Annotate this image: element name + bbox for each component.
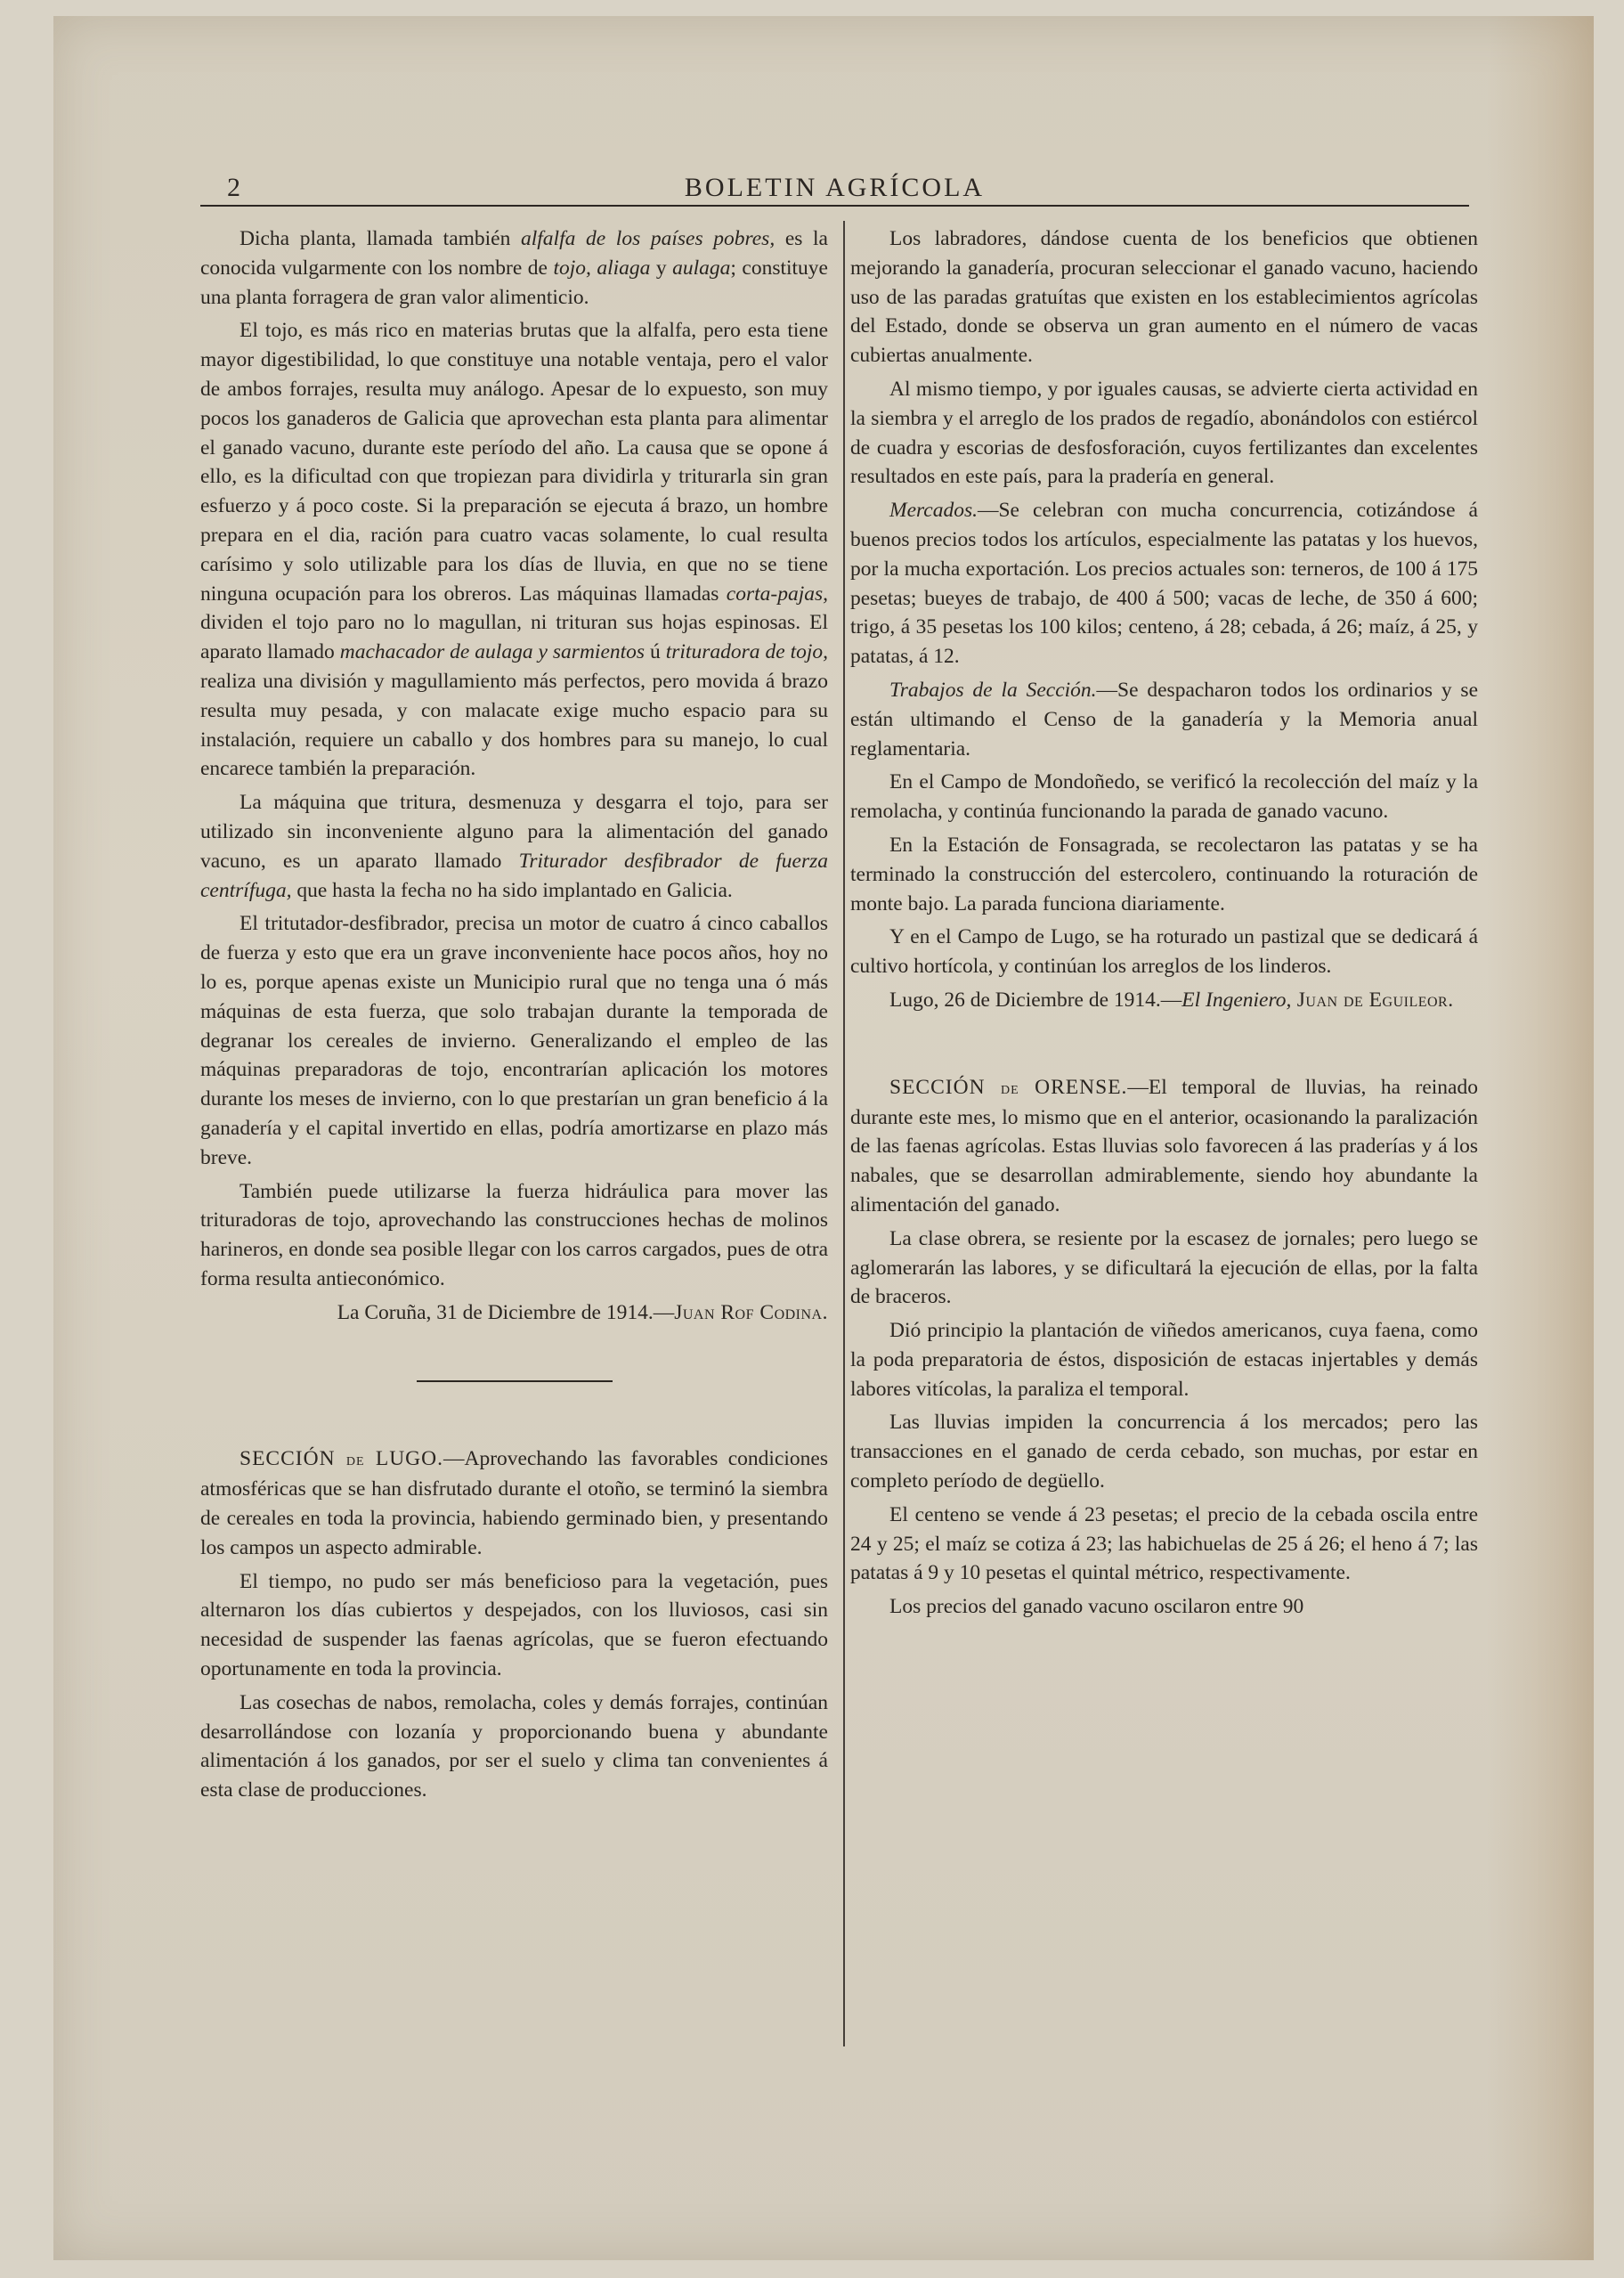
paragraph: También puede utilizarse la fuerza hidráulica para mover las trituradoras de tojo, aprovechando las construcciones hechas de molinos harineros, en donde sea posible llegar con los carros cargados, pues de otra forma resulta antieconómico. [200, 1179, 828, 1290]
heading-part: de [345, 1450, 365, 1470]
text-run: La máquina que tritura, desmenuza y desgarra el tojo, para ser utilizado sin inconveniente alguno para la alimentación del ganado vacuno, es un aparato llamado [200, 791, 828, 873]
paragraph [850, 676, 1478, 763]
section-heading-lugo [240, 1447, 443, 1470]
paragraph: La clase obrera, se resiente por la escasez de jornales; pero luego se aglomerarán las labores, y se dificultará la ejecución de ellas, por la falta de braceros. [850, 1226, 1478, 1309]
running-head: BOLETIN AGRÍCOLA [684, 173, 986, 202]
signature-role: El Ingeniero, [1181, 988, 1292, 1012]
italic-run: Triturador desfibrador de fuerza centrífuga, [200, 849, 829, 902]
text-run: Las máquinas llamadas [511, 582, 727, 606]
paragraph [200, 788, 828, 905]
paragraph: En la Estación de Fonsagrada, se recolectaron las patatas y se ha terminado la construcción del estercolero, continuando la roturación de monte bajo. La parada funciona diariamente. [850, 833, 1478, 915]
page-header [200, 169, 1469, 207]
right-column [850, 224, 1478, 1626]
heading-part: ORENSE. [1019, 1075, 1128, 1099]
text-run: realiza una división y magullamiento más perfectos, pero movida á brazo resulta muy pesada, y con malacate exige mucho espacio para su instalación, requiere un caballo y dos hombres para su manejo, lo cual encarece también la preparación. [200, 669, 828, 781]
text-run: —Se despacharon todos los ordinarios y se están ultimando el Censo de la ganadería y la Memoria anual reglamentaria. [850, 678, 1478, 761]
italic-run: tojo, aliaga [553, 256, 651, 280]
signature-lugo [850, 986, 1478, 1015]
column-rule [843, 221, 845, 2046]
signature-name: Juan de Eguileor. [1291, 988, 1454, 1012]
italic-run: machacador de aulaga y sarmientos [339, 640, 646, 664]
paragraph: El tritutador-desfibrador, precisa un motor de cuatro á cinco caballos de fuerza y esto que era un grave inconveniente hace pocos años, hoy no lo es, porque apenas existe un Municipio rural que no tenga una ó más máquinas de esta fuerza, que solo trabajan durante la temporada de degranar los cereales de invierno. Generalizando el empleo de las máquinas preparadoras de tojo, encontrarían aplicación los motores durante los meses de invierno, con lo que prestarían un gran beneficio á la ganadería y el capital invertido en ellas, podría amortizarse en plazo más breve. [200, 912, 828, 1169]
section-orense-paragraph [850, 1073, 1478, 1220]
paragraph: Las cosechas de nabos, remolacha, coles y demás forrajes, continúan desarrollándose con lozanía y proporcionando buena y abundante alimentación á los ganados, por ser el suelo y clima tan convenientes á esta clase de producciones. [200, 1690, 828, 1802]
paragraph: El centeno se vende á 23 pesetas; el precio de la cebada oscila entre 24 y 25; el maíz se cotiza á 23; las habichuelas de 25 á 26; el heno á 7; las patatas á 9 y 10 pesetas el quintal métrico, respectivamente. [850, 1502, 1478, 1585]
paragraph [200, 224, 828, 312]
paragraph: En el Campo de Mondoñedo, se verificó la recolección del maíz y la remolacha, y continúa funcionando la parada de ganado vacuno. [850, 770, 1478, 824]
text-run: El tojo, es más rico en materias brutas que la alfalfa, pero esta tiene mayor digestibilidad, lo que constituye una notable ventaja, pero el valor de ambos forrajes, resulta muy análogo. Apesar de lo expuesto, son muy pocos los ganaderos de Galicia que aprovechan esta planta para alimentar el ganado vacuno, durante este período del año. La causa que se opone á ello, es la dificultad con que tropiezan para dividirla y triturarla sin gran esfuerzo y á poco coste. Si la preparación se ejecuta á brazo, un hombre prepara en el dia, ración para cuatro vacas solamente, lo cual resulta carísimo y solo utilizable para los días de lluvia, en que no se tiene ninguna ocupación para los obreros. [200, 319, 828, 606]
paragraph: Los precios del ganado vacuno oscilaron entre 90 [889, 1595, 1304, 1619]
paper-stain [1487, 16, 1594, 2260]
italic-run: aulaga [672, 256, 731, 280]
section-gap [850, 1020, 1478, 1073]
heading-part: de [1001, 1078, 1019, 1098]
text-run: y [650, 256, 673, 280]
left-column [200, 224, 828, 1810]
signature-place: Lugo, 26 de Diciembre de 1914.— [889, 988, 1182, 1012]
text-run: que hasta la fecha no ha sido implantado en Galicia. [291, 878, 733, 902]
paragraph: Los labradores, dándose cuenta de los beneficios que obtienen mejorando la ganadería, procuran seleccionar el ganado vacuno, haciendo uso de las paradas gratuítas que existen en los establecimientos agrícolas del Estado, donde se observa un gran aumento en el número de vacas cubiertas anualmente. [850, 227, 1478, 368]
italic-run: trituradora de tojo, [665, 640, 829, 664]
paragraph: Las lluvias impiden la concurrencia á los mercados; pero las transacciones en el ganado de cerda cebado, son muchas, por estar en completo período de degüello. [850, 1411, 1478, 1493]
paragraph: Al mismo tiempo, y por iguales causas, se advierte cierta actividad en la siembra y el arreglo de los prados de regadío, abonándolos con estiércol de cuadra y escorias de desfosforación, cuyos fertilizantes dan excelentes resultados en este país, para la pradería en general. [850, 377, 1478, 489]
text-run: es la conocida vulgarmente con los nombre de [200, 227, 828, 280]
page-number: 2 [227, 173, 240, 202]
text-run: —Aprovechando las favorables condiciones atmosféricas que se han disfrutado durante el otoño, se terminó la siembra de cereales en toda la provincia, habiendo germinado bien, y presentando los campos un aspecto admirable. [200, 1447, 828, 1559]
italic-run: corta-pajas, [726, 582, 828, 606]
italic-run: alfalfa de los países pobres, [521, 227, 775, 250]
heading-part: SECCIÓN [889, 1075, 1002, 1099]
signature-place: La Coruña, 31 de Diciembre de 1914.— [337, 1300, 675, 1324]
text-run: ú [645, 640, 666, 664]
section-lugo-paragraph [200, 1444, 828, 1562]
paragraph: Dió principio la plantación de viñedos americanos, cuya faena, como la poda preparatoria de éstos, disposición de estacas injertables y demás labores vitícolas, la paraliza el temporal. [850, 1319, 1478, 1401]
section-separator [417, 1380, 613, 1382]
paragraph [850, 496, 1478, 671]
section-heading-orense [889, 1076, 1127, 1099]
paragraph: El tiempo, no pudo ser más beneficioso para la vegetación, pues alternaron los días cubiertos y despejados, con los lluviosos, casi sin necesidad de suspender las faenas agrícolas, que se fueron efectuando oportunamente en toda la provincia. [200, 1569, 828, 1681]
heading-part: LUGO. [364, 1447, 443, 1471]
signature-coruna [200, 1298, 828, 1328]
paragraph [200, 316, 828, 784]
text-run: —El temporal de lluvias, ha reinado durante este mes, lo mismo que en el anterior, ocasionando la paralización de las faenas agrícolas. Estas lluvias solo favorecen á las praderías y á los nabales, que se desarrollan admirablemente, siendo hoy abundante la alimentación del ganado. [850, 1075, 1478, 1216]
text-run: Dicha planta, llamada también [240, 227, 521, 250]
italic-run: Trabajos de la Sección. [889, 678, 1097, 702]
paragraph: Y en el Campo de Lugo, se ha roturado un pastizal que se dedicará á cultivo hortícola, y continúan los arreglos de los linderos. [850, 925, 1478, 979]
text-run: ; constituye una planta forragera de gran valor alimenticio. [200, 256, 828, 309]
heading-part: SECCIÓN [240, 1447, 346, 1471]
signature-name: Juan Rof Codina. [674, 1300, 828, 1324]
text-run: dividen el tojo paro no lo magullan, ni trituran sus hojas espinosas. El aparato llamado [200, 611, 828, 664]
italic-run: Mercados. [889, 499, 978, 523]
text-run: —Se celebran con mucha concurrencia, cotizándose á buenos precios todos los artículos, especialmente las patatas y los huevos, por la mucha exportación. Los precios actuales son: terneros, de 100 á 175 pesetas; bueyes de trabajo, de 400 á 500; vacas de leche, de 350 á 600; trigo, á 35 pesetas los 100 kilos; centeno, á 28; cebada, á 26; maíz, á 25, y patatas, á 12. [850, 499, 1478, 669]
